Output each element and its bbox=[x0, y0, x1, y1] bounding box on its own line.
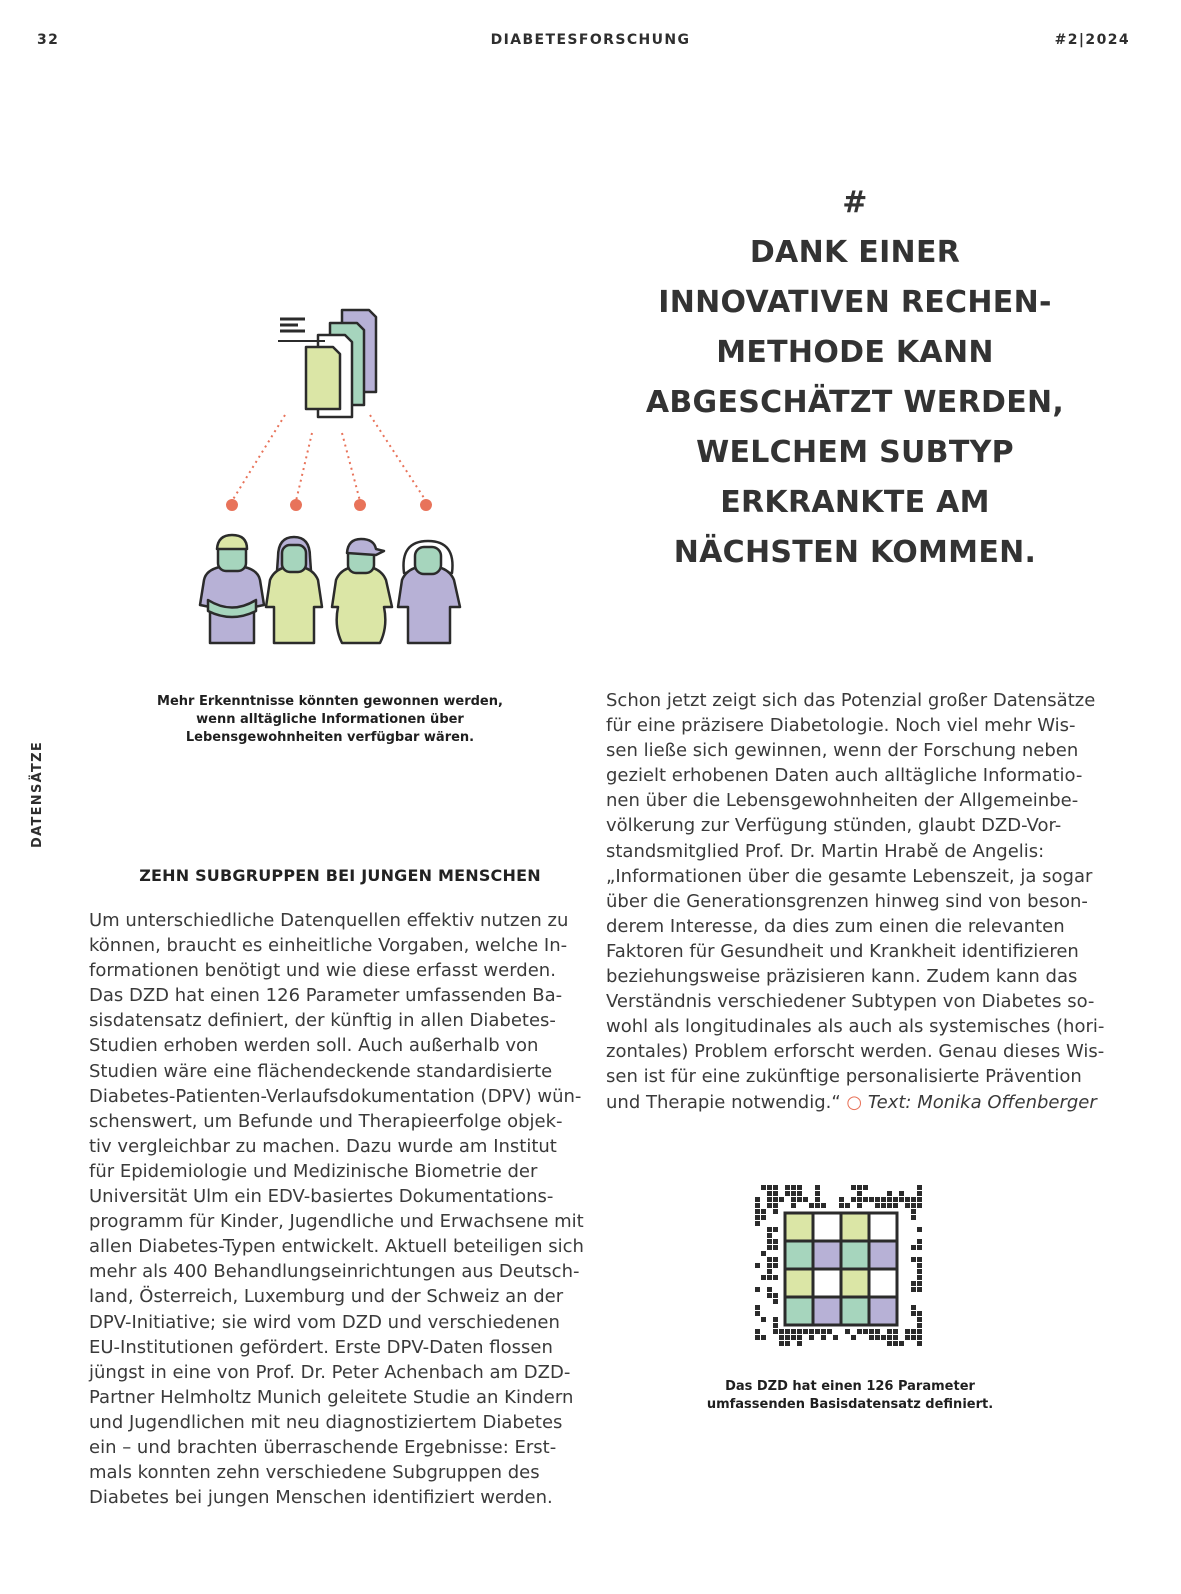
pull-quote-line: ERKRANKTE AM bbox=[720, 485, 990, 520]
body-line: Diabetes bei jungen Menschen identifiziert werden. bbox=[89, 1487, 553, 1509]
body-line: sen ist für eine zukünftige personalisierte Prävention bbox=[606, 1066, 1082, 1088]
section-side-label: DATENSÄTZE bbox=[30, 740, 45, 848]
body-line: EU-Institutionen gefördert. Erste DPV-Daten flossen bbox=[89, 1336, 553, 1358]
body-line: jüngst in eine von Prof. Dr. Peter Achenbach am DZD- bbox=[89, 1361, 571, 1383]
body-line: „Informationen über die gesamte Lebenszeit, ja sogar bbox=[606, 865, 1093, 887]
issue-number: #2|2024 bbox=[1054, 32, 1130, 48]
body-line: beziehungsweise präzisieren kann. Zudem kann das bbox=[606, 966, 1078, 988]
body-line: derem Interesse, da dies zum einen die relevanten bbox=[606, 915, 1065, 937]
end-mark-icon: ○ bbox=[846, 1091, 863, 1113]
pull-quote-mark: # bbox=[842, 185, 868, 220]
page-number: 32 bbox=[37, 32, 60, 48]
pull-quote-line: ABGESCHÄTZT WERDEN, bbox=[645, 385, 1065, 420]
body-line: mehr als 400 Behandlungseinrichtungen aus Deutsch- bbox=[89, 1261, 580, 1283]
body-column-right bbox=[606, 688, 1108, 1115]
body-line: für eine präzisere Diabetologie. Noch viel mehr Wis- bbox=[606, 715, 1076, 737]
body-line: Faktoren für Gesundheit und Krankheit identifizieren bbox=[606, 940, 1079, 962]
body-line: sisdatensatz definiert, der künftig in allen Diabetes- bbox=[89, 1010, 556, 1032]
body-column-left bbox=[89, 908, 584, 1510]
magazine-title: DIABETESFORSCHUNG bbox=[490, 32, 691, 48]
body-line: Diabetes-Patienten-Verlaufsdokumentation (DPV) wün- bbox=[89, 1085, 582, 1107]
body-line: Studien erhoben werden soll. Auch außerhalb von bbox=[89, 1035, 539, 1057]
body-line: standsmitglied Prof. Dr. Martin Hrabě de Angelis: bbox=[606, 840, 1045, 862]
dataset-grid-illustration bbox=[755, 1185, 925, 1350]
body-line: programm für Kinder, Jugendliche und Erwachsene mit bbox=[89, 1211, 584, 1233]
body-line: DPV-Initiative; sie wird vom DZD und verschiedenen bbox=[89, 1311, 560, 1333]
body-line: zontales) Problem erforscht werden. Genau dieses Wis- bbox=[606, 1041, 1105, 1063]
caption-line: wenn alltägliche Informationen über bbox=[196, 712, 464, 727]
body-line-last bbox=[606, 1090, 1108, 1115]
body-line: formationen benötigt und wie diese erfasst werden. bbox=[89, 960, 556, 982]
section-subheading: ZEHN SUBGRUPPEN BEI JUNGEN MENSCHEN bbox=[139, 866, 541, 885]
pull-quote-line: METHODE KANN bbox=[716, 335, 994, 370]
body-line: Das DZD hat einen 126 Parameter umfassenden Ba- bbox=[89, 985, 563, 1007]
body-line: sen ließe sich gewinnen, wenn der Forschung neben bbox=[606, 740, 1079, 762]
pull-quote-line: NÄCHSTEN KOMMEN. bbox=[673, 535, 1037, 570]
author-credit: Text: Monika Offenberger bbox=[867, 1091, 1097, 1113]
body-line: Partner Helmholtz Munich geleitete Studie an Kindern bbox=[89, 1386, 574, 1408]
body-line: wohl als longitudinales als auch als systemisches (hori- bbox=[606, 1016, 1105, 1038]
body-line: allen Diabetes-Typen entwickelt. Aktuell beteiligen sich bbox=[89, 1236, 584, 1258]
body-line: und Jugendlichen mit neu diagnostiziertem Diabetes bbox=[89, 1411, 563, 1433]
body-line: können, braucht es einheitliche Vorgaben, welche In- bbox=[89, 935, 568, 957]
figure-caption-people bbox=[140, 693, 520, 747]
body-line: über die Generationsgrenzen hinweg sind von beson- bbox=[606, 890, 1088, 912]
body-line: völkerung zur Verfügung stünden, glaubt DZD-Vor- bbox=[606, 815, 1062, 837]
body-line: Universität Ulm ein EDV-basiertes Dokumentations- bbox=[89, 1186, 554, 1208]
body-line: nen über die Lebensgewohnheiten der Allgemeinbe- bbox=[606, 790, 1079, 812]
documents-people-illustration bbox=[190, 305, 480, 655]
body-line: land, Österreich, Luxemburg und der Schweiz an der bbox=[89, 1286, 564, 1308]
caption-line: Lebensgewohnheiten verfügbar wären. bbox=[185, 730, 475, 745]
body-line: ein – und brachten überraschende Ergebnisse: Erst- bbox=[89, 1436, 557, 1458]
body-line: tiv vergleichbar zu machen. Dazu wurde am Institut bbox=[89, 1135, 557, 1157]
caption-line: Mehr Erkenntnisse könnten gewonnen werden, bbox=[157, 694, 503, 709]
pull-quote-line: INNOVATIVEN RECHEN- bbox=[658, 285, 1052, 320]
body-line: mals konnten zehn verschiedene Subgruppen des bbox=[89, 1462, 540, 1484]
pull-quote-line: WELCHEM SUBTYP bbox=[696, 435, 1014, 470]
pull-quote bbox=[640, 178, 1070, 578]
body-line: Studien wäre eine flächendeckende standardisierte bbox=[89, 1060, 553, 1082]
pull-quote-line: DANK EINER bbox=[749, 235, 961, 270]
body-line: gezielt erhobenen Daten auch alltägliche Informatio- bbox=[606, 765, 1083, 787]
body-line-end: und Therapie notwendig.“ bbox=[606, 1091, 841, 1113]
figure-caption-grid bbox=[655, 1378, 1045, 1414]
caption-line: Das DZD hat einen 126 Parameter bbox=[725, 1379, 975, 1394]
body-line: Verständnis verschiedener Subtypen von Diabetes so- bbox=[606, 991, 1095, 1013]
body-line: Um unterschiedliche Datenquellen effektiv nutzen zu bbox=[89, 910, 569, 931]
body-line: für Epidemiologie und Medizinische Biometrie der bbox=[89, 1160, 538, 1182]
caption-line: umfassenden Basisdatensatz definiert. bbox=[706, 1397, 994, 1412]
body-line: schenswert, um Befunde und Therapieerfolge objek- bbox=[89, 1110, 563, 1132]
body-line: Schon jetzt zeigt sich das Potenzial großer Datensätze bbox=[606, 690, 1096, 711]
